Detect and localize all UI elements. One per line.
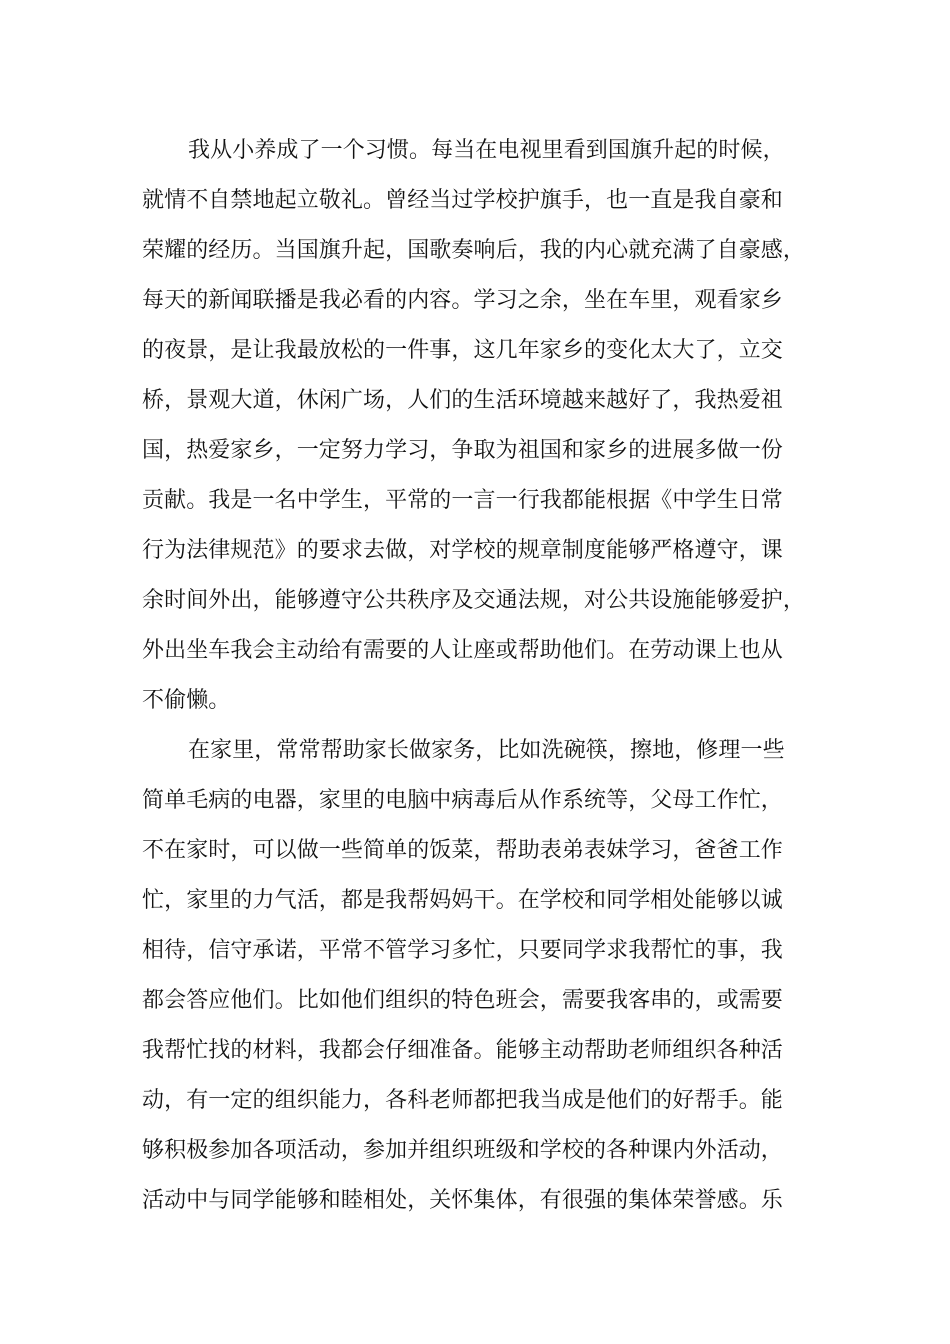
- paragraph-2-line-3: 不在家时，可以做一些简单的饭菜，帮助表弟表妹学习，爸爸工作: [142, 838, 783, 863]
- paragraph-1-line-11: 外出坐车我会主动给有需要的人让座或帮助他们。在劳动课上也从: [142, 638, 783, 663]
- paragraph-2-line-7: 我帮忙找的材料，我都会仔细准备。能够主动帮助老师组织各种活: [142, 1038, 783, 1063]
- paragraph-1-line-6: 桥，景观大道，休闲广场，人们的生活环境越来越好了，我热爱祖: [142, 388, 783, 413]
- paragraph-1-line-1: 我从小养成了一个习惯。每当在电视里看到国旗升起的时候，: [188, 138, 785, 163]
- paragraph-1-line-9: 行为法律规范》的要求去做，对学校的规章制度能够严格遵守，课: [142, 538, 783, 563]
- paragraph-2-line-6: 都会答应他们。比如他们组织的特色班会，需要我客串的，或需要: [142, 988, 783, 1013]
- paragraph-1-line-12: 不偷懒。: [142, 688, 231, 713]
- paragraph-2-line-5: 相待，信守承诺，平常不管学习多忙，只要同学求我帮忙的事，我: [142, 938, 783, 963]
- paragraph-2-line-8: 动，有一定的组织能力，各科老师都把我当成是他们的好帮手。能: [142, 1088, 783, 1113]
- paragraph-1-line-8: 贡献。我是一名中学生，平常的一言一行我都能根据《中学生日常: [142, 488, 783, 513]
- paragraph-2-line-10: 活动中与同学能够和睦相处，关怀集体，有很强的集体荣誉感。乐: [142, 1188, 783, 1213]
- paragraph-2-line-9: 够积极参加各项活动，参加并组织班级和学校的各种课内外活动，: [142, 1138, 783, 1163]
- paragraph-1-line-7: 国，热爱家乡，一定努力学习，争取为祖国和家乡的进展多做一份: [142, 438, 783, 463]
- paragraph-2-line-2: 简单毛病的电器，家里的电脑中病毒后从作系统等，父母工作忙，: [142, 788, 783, 813]
- paragraph-2-line-1: 在家里，常常帮助家长做家务，比如洗碗筷，擦地，修理一些: [188, 738, 785, 763]
- paragraph-2-line-4: 忙，家里的力气活，都是我帮妈妈干。在学校和同学相处能够以诚: [142, 888, 783, 913]
- paragraph-1-line-2: 就情不自禁地起立敬礼。曾经当过学校护旗手，也一直是我自豪和: [142, 188, 783, 213]
- paragraph-1-line-4: 每天的新闻联播是我必看的内容。学习之余，坐在车里，观看家乡: [142, 288, 783, 313]
- paragraph-1-line-10: 余时间外出，能够遵守公共秩序及交通法规，对公共设施能够爱护，: [142, 588, 806, 613]
- paragraph-1-line-3: 荣耀的经历。当国旗升起，国歌奏响后，我的内心就充满了自豪感，: [142, 238, 806, 263]
- paragraph-1-line-5: 的夜景，是让我最放松的一件事，这几年家乡的变化太大了，立交: [142, 338, 783, 363]
